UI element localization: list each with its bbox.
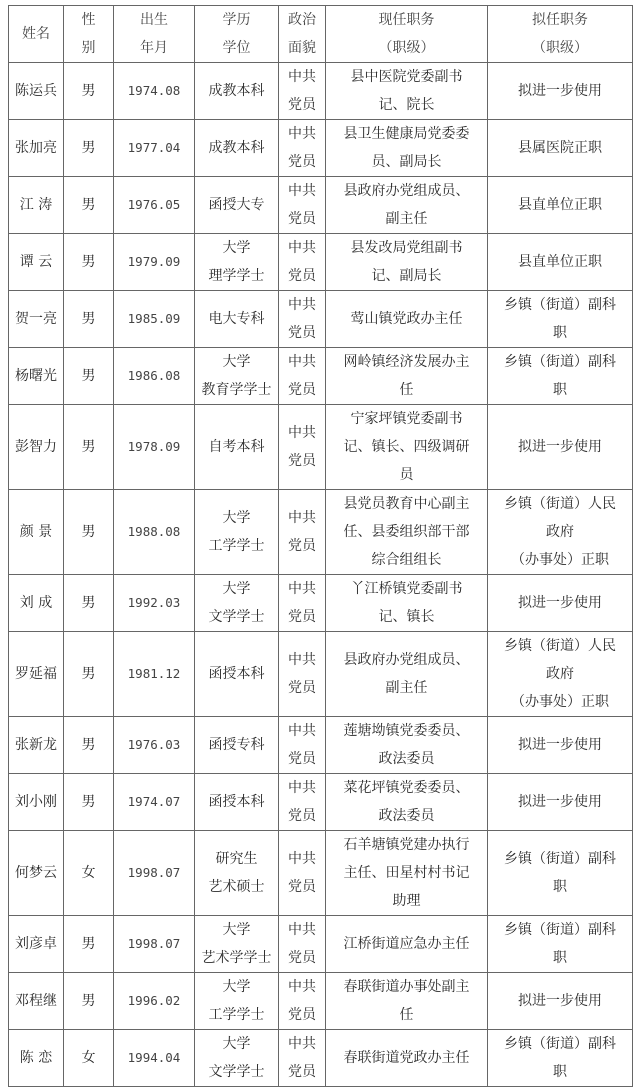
cell-birth: 1976.05	[114, 177, 195, 234]
cell-name: 何梦云	[9, 831, 64, 916]
cell-birth: 1976.03	[114, 717, 195, 774]
cell-name: 张加亮	[9, 120, 64, 177]
cell-birth: 1998.07	[114, 916, 195, 973]
cell-current-position: 县政府办党组成员、 副主任	[326, 177, 488, 234]
header-current-position: 现任职务 （职级）	[326, 6, 488, 63]
cell-gender: 男	[64, 63, 114, 120]
cell-name: 颜 景	[9, 490, 64, 575]
cell-current-position: 莺山镇党政办主任	[326, 291, 488, 348]
cell-birth: 1992.03	[114, 575, 195, 632]
cell-political-status: 中共 党员	[279, 575, 326, 632]
cell-education: 函授本科	[195, 774, 279, 831]
cell-name: 张新龙	[9, 717, 64, 774]
cell-current-position: 县政府办党组成员、 副主任	[326, 632, 488, 717]
cell-proposed-position: 乡镇（街道）副科 职	[488, 831, 633, 916]
cell-birth: 1996.02	[114, 973, 195, 1030]
cell-proposed-position: 乡镇（街道）副科 职	[488, 348, 633, 405]
table-row	[9, 348, 633, 405]
cell-birth: 1974.08	[114, 63, 195, 120]
cell-gender: 男	[64, 490, 114, 575]
header-gender: 性 别	[64, 6, 114, 63]
cell-proposed-position: 乡镇（街道）副科 职	[488, 291, 633, 348]
cell-political-status: 中共 党员	[279, 120, 326, 177]
cell-current-position: 莲塘坳镇党委委员、 政法委员	[326, 717, 488, 774]
cell-education: 大学 文学学士	[195, 575, 279, 632]
cell-education: 成教本科	[195, 63, 279, 120]
cell-gender: 男	[64, 234, 114, 291]
cell-proposed-position: 县属医院正职	[488, 120, 633, 177]
cell-gender: 男	[64, 291, 114, 348]
cell-gender: 男	[64, 405, 114, 490]
cell-birth: 1974.07	[114, 774, 195, 831]
cell-current-position: 丫江桥镇党委副书 记、镇长	[326, 575, 488, 632]
table-row	[9, 490, 633, 575]
table-row	[9, 575, 633, 632]
cell-name: 罗延福	[9, 632, 64, 717]
cell-gender: 男	[64, 348, 114, 405]
cell-current-position: 春联街道办事处副主 任	[326, 973, 488, 1030]
cell-political-status: 中共 党员	[279, 632, 326, 717]
cell-political-status: 中共 党员	[279, 63, 326, 120]
cell-name: 彭智力	[9, 405, 64, 490]
cell-proposed-position: 拟进一步使用	[488, 774, 633, 831]
cell-political-status: 中共 党员	[279, 490, 326, 575]
cell-proposed-position: 乡镇（街道）人民 政府 （办事处）正职	[488, 632, 633, 717]
cell-current-position: 县党员教育中心副主 任、县委组织部干部 综合组组长	[326, 490, 488, 575]
cell-birth: 1986.08	[114, 348, 195, 405]
cell-political-status: 中共 党员	[279, 916, 326, 973]
table-row	[9, 774, 633, 831]
cell-current-position: 县中医院党委副书 记、院长	[326, 63, 488, 120]
cell-name: 江 涛	[9, 177, 64, 234]
cell-name: 杨曙光	[9, 348, 64, 405]
cell-proposed-position: 拟进一步使用	[488, 63, 633, 120]
cell-current-position: 江桥街道应急办主任	[326, 916, 488, 973]
cell-education: 大学 工学学士	[195, 973, 279, 1030]
roster-table-container	[8, 5, 633, 1087]
cell-gender: 男	[64, 717, 114, 774]
cell-proposed-position: 县直单位正职	[488, 177, 633, 234]
cell-birth: 1994.04	[114, 1030, 195, 1087]
header-political-status: 政治 面貌	[279, 6, 326, 63]
cell-name: 贺一亮	[9, 291, 64, 348]
cell-current-position: 春联街道党政办主任	[326, 1030, 488, 1087]
cell-gender: 男	[64, 774, 114, 831]
header-birth: 出生 年月	[114, 6, 195, 63]
cell-current-position: 县发改局党组副书 记、副局长	[326, 234, 488, 291]
cell-education: 函授本科	[195, 632, 279, 717]
cell-current-position: 菜花坪镇党委委员、 政法委员	[326, 774, 488, 831]
cell-political-status: 中共 党员	[279, 291, 326, 348]
cell-political-status: 中共 党员	[279, 717, 326, 774]
cell-gender: 男	[64, 575, 114, 632]
cell-proposed-position: 拟进一步使用	[488, 973, 633, 1030]
cell-current-position: 县卫生健康局党委委 员、副局长	[326, 120, 488, 177]
header-row	[9, 6, 633, 63]
table-row	[9, 234, 633, 291]
cell-gender: 男	[64, 632, 114, 717]
cell-name: 谭 云	[9, 234, 64, 291]
cell-birth: 1978.09	[114, 405, 195, 490]
cell-gender: 男	[64, 120, 114, 177]
cadre-roster-table	[8, 5, 633, 1087]
table-row	[9, 177, 633, 234]
cell-proposed-position: 拟进一步使用	[488, 717, 633, 774]
cell-political-status: 中共 党员	[279, 1030, 326, 1087]
cell-current-position: 石羊塘镇党建办执行 主任、田星村村书记 助理	[326, 831, 488, 916]
table-row	[9, 973, 633, 1030]
header-proposed-position: 拟任职务 （职级）	[488, 6, 633, 63]
cell-gender: 男	[64, 177, 114, 234]
cell-birth: 1977.04	[114, 120, 195, 177]
cell-education: 大学 教育学学士	[195, 348, 279, 405]
cell-education: 大学 艺术学学士	[195, 916, 279, 973]
cell-name: 刘彦卓	[9, 916, 64, 973]
cell-birth: 1981.12	[114, 632, 195, 717]
cell-name: 陈 恋	[9, 1030, 64, 1087]
header-education: 学历 学位	[195, 6, 279, 63]
table-row	[9, 291, 633, 348]
table-row	[9, 717, 633, 774]
cell-education: 自考本科	[195, 405, 279, 490]
cell-proposed-position: 乡镇（街道）人民 政府 （办事处）正职	[488, 490, 633, 575]
header-name: 姓名	[9, 6, 64, 63]
cell-proposed-position: 拟进一步使用	[488, 405, 633, 490]
cell-education: 研究生 艺术硕士	[195, 831, 279, 916]
cell-name: 邓程继	[9, 973, 64, 1030]
cell-gender: 男	[64, 916, 114, 973]
cell-name: 陈运兵	[9, 63, 64, 120]
cell-birth: 1998.07	[114, 831, 195, 916]
cell-birth: 1979.09	[114, 234, 195, 291]
cell-proposed-position: 乡镇（街道）副科 职	[488, 1030, 633, 1087]
table-row	[9, 831, 633, 916]
table-row	[9, 1030, 633, 1087]
cell-gender: 女	[64, 1030, 114, 1087]
cell-education: 函授大专	[195, 177, 279, 234]
cell-education: 函授专科	[195, 717, 279, 774]
cell-birth: 1985.09	[114, 291, 195, 348]
cell-political-status: 中共 党员	[279, 973, 326, 1030]
cell-education: 成教本科	[195, 120, 279, 177]
cell-gender: 男	[64, 973, 114, 1030]
cell-proposed-position: 拟进一步使用	[488, 575, 633, 632]
cell-name: 刘小刚	[9, 774, 64, 831]
cell-education: 大学 文学学士	[195, 1030, 279, 1087]
cell-proposed-position: 县直单位正职	[488, 234, 633, 291]
cell-political-status: 中共 党员	[279, 177, 326, 234]
cell-proposed-position: 乡镇（街道）副科 职	[488, 916, 633, 973]
cell-political-status: 中共 党员	[279, 405, 326, 490]
cell-birth: 1988.08	[114, 490, 195, 575]
cell-education: 大学 工学学士	[195, 490, 279, 575]
table-row	[9, 405, 633, 490]
cell-education: 电大专科	[195, 291, 279, 348]
table-row	[9, 632, 633, 717]
table-row	[9, 916, 633, 973]
cell-gender: 女	[64, 831, 114, 916]
cell-political-status: 中共 党员	[279, 831, 326, 916]
cell-political-status: 中共 党员	[279, 774, 326, 831]
cell-name: 刘 成	[9, 575, 64, 632]
cell-political-status: 中共 党员	[279, 234, 326, 291]
cell-current-position: 网岭镇经济发展办主 任	[326, 348, 488, 405]
cell-political-status: 中共 党员	[279, 348, 326, 405]
table-row	[9, 120, 633, 177]
cell-education: 大学 理学学士	[195, 234, 279, 291]
table-row	[9, 63, 633, 120]
cell-current-position: 宁家坪镇党委副书 记、镇长、四级调研 员	[326, 405, 488, 490]
